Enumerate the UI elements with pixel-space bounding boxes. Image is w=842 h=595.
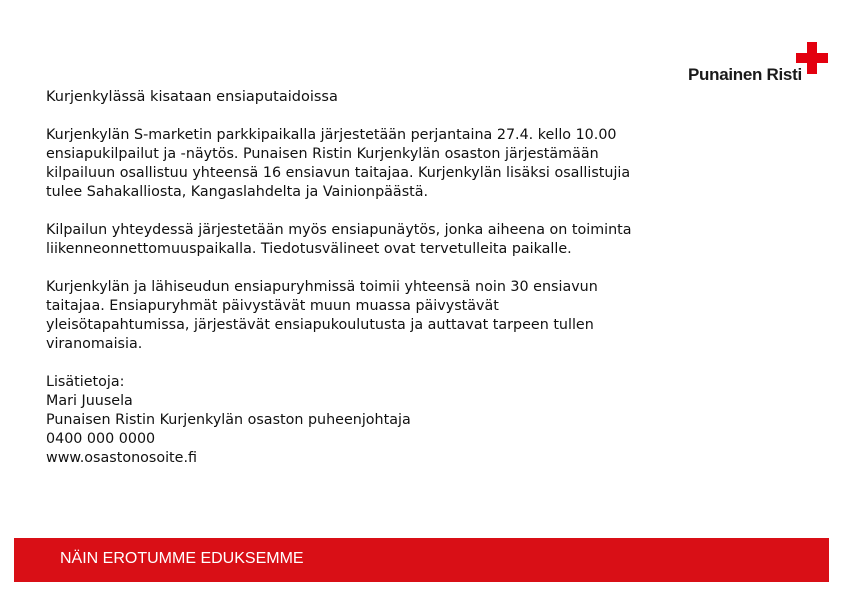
contact-website: www.osastonosoite.fi — [46, 450, 197, 466]
contact-info — [46, 373, 746, 468]
contact-name: Mari Juusela — [46, 393, 133, 409]
contact-heading: Lisätietoja: — [46, 374, 125, 390]
paragraph-1: Kurjenkylän S-marketin parkkipaikalla järjestetään perjantaina 27.4. kello 10.00 ensiapukilpailut ja -näytös. Punaisen Ristin Kurjenkylän osaston järjestämään kilpailuun osallistuu yhteensä 16 ensiavun taitajaa. Kurjenkylän lisäksi osallistujia tulee Sahakalliosta, Kangaslahdelta ja Vainionpäästä. — [46, 127, 631, 200]
paragraph-3: Kurjenkylän ja lähiseudun ensiapuryhmissä toimii yhteensä noin 30 ensiavun taitajaa. Ensiapuryhmät päivystävät muun muassa päivystävät yleisötapahtumissa, järjestävät ensiapukoulutusta ja auttavat tarpeen tullen viranomaisia. — [46, 279, 598, 352]
footer-bar — [14, 538, 829, 582]
logo-text: Punainen Risti — [688, 65, 802, 84]
contact-role: Punaisen Ristin Kurjenkylän osaston puheenjohtaja — [46, 412, 411, 428]
paragraph-2: Kilpailun yhteydessä järjestetään myös ensiapunäytös, jonka aiheena on toiminta liikenneonnettomuuspaikalla. Tiedotusvälineet ovat tervetulleita paikalle. — [46, 222, 632, 257]
punainen-risti-logo — [688, 40, 830, 88]
page-title: Kurjenkylässä kisataan ensiaputaidoissa — [46, 89, 338, 105]
article-body — [46, 126, 746, 468]
footer-slogan: NÄIN EROTUMME EDUKSEMME — [60, 550, 304, 567]
contact-phone: 0400 000 0000 — [46, 431, 156, 447]
